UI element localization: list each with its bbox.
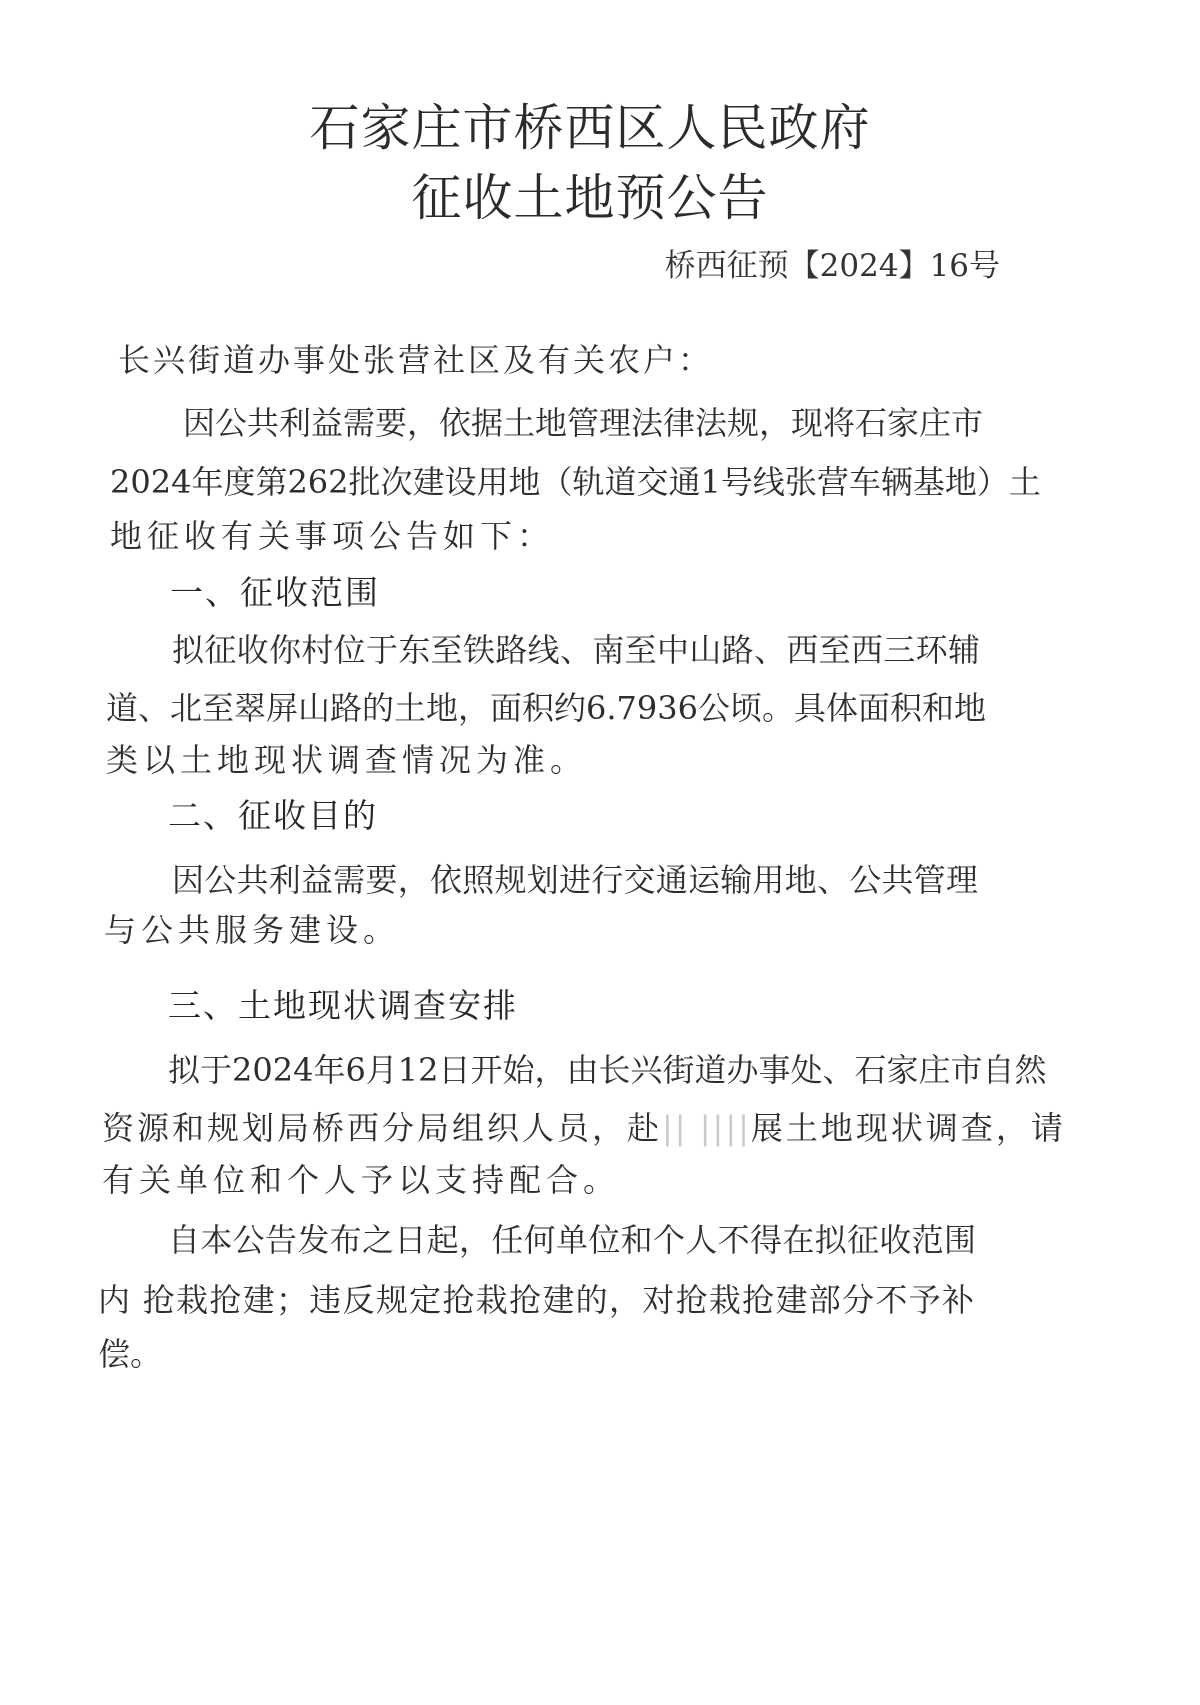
survey-line-1: 拟于2024年6月12日开始，由长兴街道办事处、石家庄市自然	[168, 1051, 1047, 1089]
document-title-line2: 征收土地预公告	[411, 169, 769, 227]
section-heading-purpose: 二、征收目的	[168, 796, 378, 835]
section-heading-survey: 三、土地现状调查安排	[168, 986, 518, 1025]
scope-line-2: 道、北至翠屏山路的土地，面积约6.7936公顷。具体面积和地	[106, 689, 986, 727]
addressee: 长兴街道办事处张营社区及有关农户：	[118, 341, 714, 379]
purpose-line-1: 因公共利益需要，依照规划进行交通运输用地、公共管理	[172, 861, 978, 899]
notice-line-2: 内 抢栽抢建；违反规定抢栽抢建的，对抢栽抢建部分不予补	[98, 1281, 974, 1319]
survey-line-3: 有关单位和个人予以支持配合。	[102, 1161, 621, 1199]
intro-line-2: 2024年度第262批次建设用地（轨道交通1号线张营车辆基地）土	[110, 463, 1041, 501]
purpose-line-2: 与公共服务建设。	[104, 911, 401, 949]
intro-line-1: 因公共利益需要，依据土地管理法律法规，现将石家庄市	[183, 404, 984, 442]
survey-line-2-end: 展土地现状调查，请	[750, 1109, 1066, 1147]
document-title-line1: 石家庄市桥西区人民政府	[309, 99, 871, 157]
notice-line-1: 自本公告发布之日起，任何单位和个人不得在拟征收范围	[168, 1221, 976, 1259]
scope-line-1: 拟征收你村位于东至铁路线、南至中山路、西至西三环辅	[172, 631, 980, 669]
scope-line-3: 类以土地现状调查情况为准。	[106, 741, 588, 779]
intro-line-3: 地征收有关事项公告如下：	[110, 517, 555, 555]
notice-line-3: 偿。	[98, 1335, 163, 1373]
section-heading-scope: 一、征收范围	[170, 573, 380, 612]
survey-line-2-start: 资源和规划局桥西分局组织人员，赴	[102, 1109, 663, 1147]
survey-line-2	[102, 1108, 1066, 1148]
document-number: 桥西征预【2024】16号	[664, 248, 1000, 284]
redacted-text: || ||||	[662, 1109, 751, 1147]
